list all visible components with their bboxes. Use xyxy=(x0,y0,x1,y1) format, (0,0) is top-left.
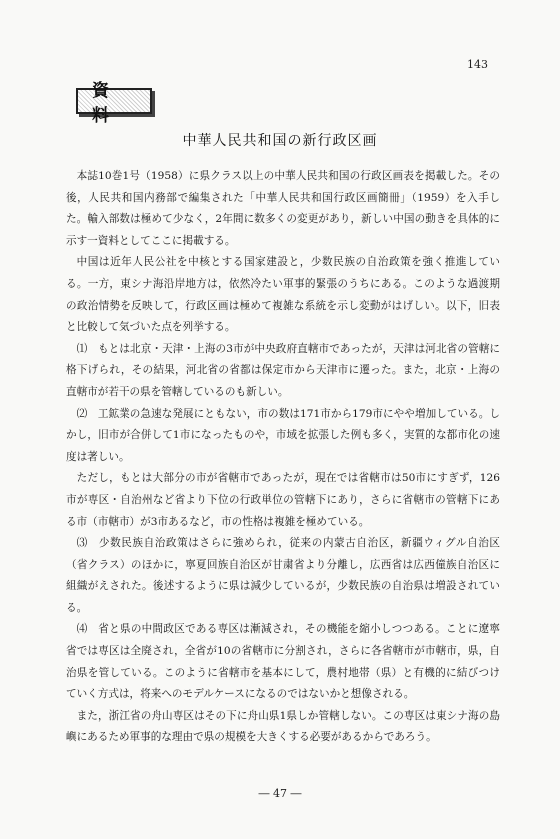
article-body xyxy=(66,166,500,749)
paragraph-item-3: ⑶ 少数民族自治政策はさらに強められ，従来の内蒙古自治区，新疆ウィグル自治区（省クラス）のほかに，寧夏回族自治区が甘粛省より分離し，広西省は広西僮族自治区に組織がえされた。後述するように県は減少しているが，少数民族の自治県は増設されている。 xyxy=(66,537,500,614)
header-page-number: 143 xyxy=(467,58,488,71)
paragraph-item-1: ⑴ もとは北京・天津・上海の3市が中央政府直轄市であったが，天津は河北省の管轄に格下げられ，その結果，河北省の省都は保定市から天津市に遷った。また，北京・上海の直轄市が若干の県を管轄しているのも新しい。 xyxy=(66,342,500,398)
paragraph-item-2-continued: ただし，もとは大部分の市が省轄市であったが，現在では省轄市は50市にすぎず，126市が専区・自治州など省より下位の行政単位の管轄下にあり，さらに省轄市の管轄下にある市（市轄市）が3市あるなど，市の性格は複雑を極めている。 xyxy=(66,472,500,528)
footer-page-number: ― 47 ― xyxy=(258,787,302,800)
paragraph-item-4: ⑷ 省と県の中間政区である専区は漸減され，その機能を縮小しつつある。ことに遼寧省では専区は全廃され，全省が10の省轄市に分割され，さらに各省轄市が市轄市，県，自治県を管している。このように省轄市を基本にして，農村地帯（県）と有機的に結びつけていく方式は，将来へのモデルケースになるのではないかと想像される。 xyxy=(66,623,500,701)
paragraph-context: 中国は近年人民公社を中核とする国家建設と，少数民族の自治政策を強く推進している。一方，東シナ海沿岸地方は，依然冷たい軍事的緊張のうちにある。このような過渡期の政治情勢を反映して，行政区画は極めて複雑な系統を示し変動がはげしい。以下，旧表と比較して気づいた点を列挙する。 xyxy=(66,256,500,334)
section-heading-label: 資料 xyxy=(92,81,123,126)
paragraph-intro: 本誌10巻1号（1958）に県クラス以上の中華人民共和国の行政区画表を掲載した。その後，人民共和国内務部で編集された「中華人民共和国行政区画簡冊」（1959）を入手した。輸入部数は極めて少なく，2年間に数多くの変更があり，新しい中国の動きを具体的に示す一資料としてここに掲載する。 xyxy=(66,170,500,247)
paragraph-item-2: ⑵ 工鉱業の急速な発展にともない，市の数は171市から179市にやや増加している。しかし，旧市が合併して1市になったものや，市域を拡張した例も多く，実質的な都市化の速度は著しい。 xyxy=(66,407,500,463)
section-heading-box xyxy=(76,81,152,126)
paragraph-item-4-continued: また，浙江省の舟山専区はその下に舟山県1県しか管轄しない。この専区は東シナ海の島嶼にあるため軍事的な理由で県の規模を大きくする必要があるからであろう。 xyxy=(66,709,500,744)
article-title: 中華人民共和国の新行政区画 xyxy=(182,133,378,149)
